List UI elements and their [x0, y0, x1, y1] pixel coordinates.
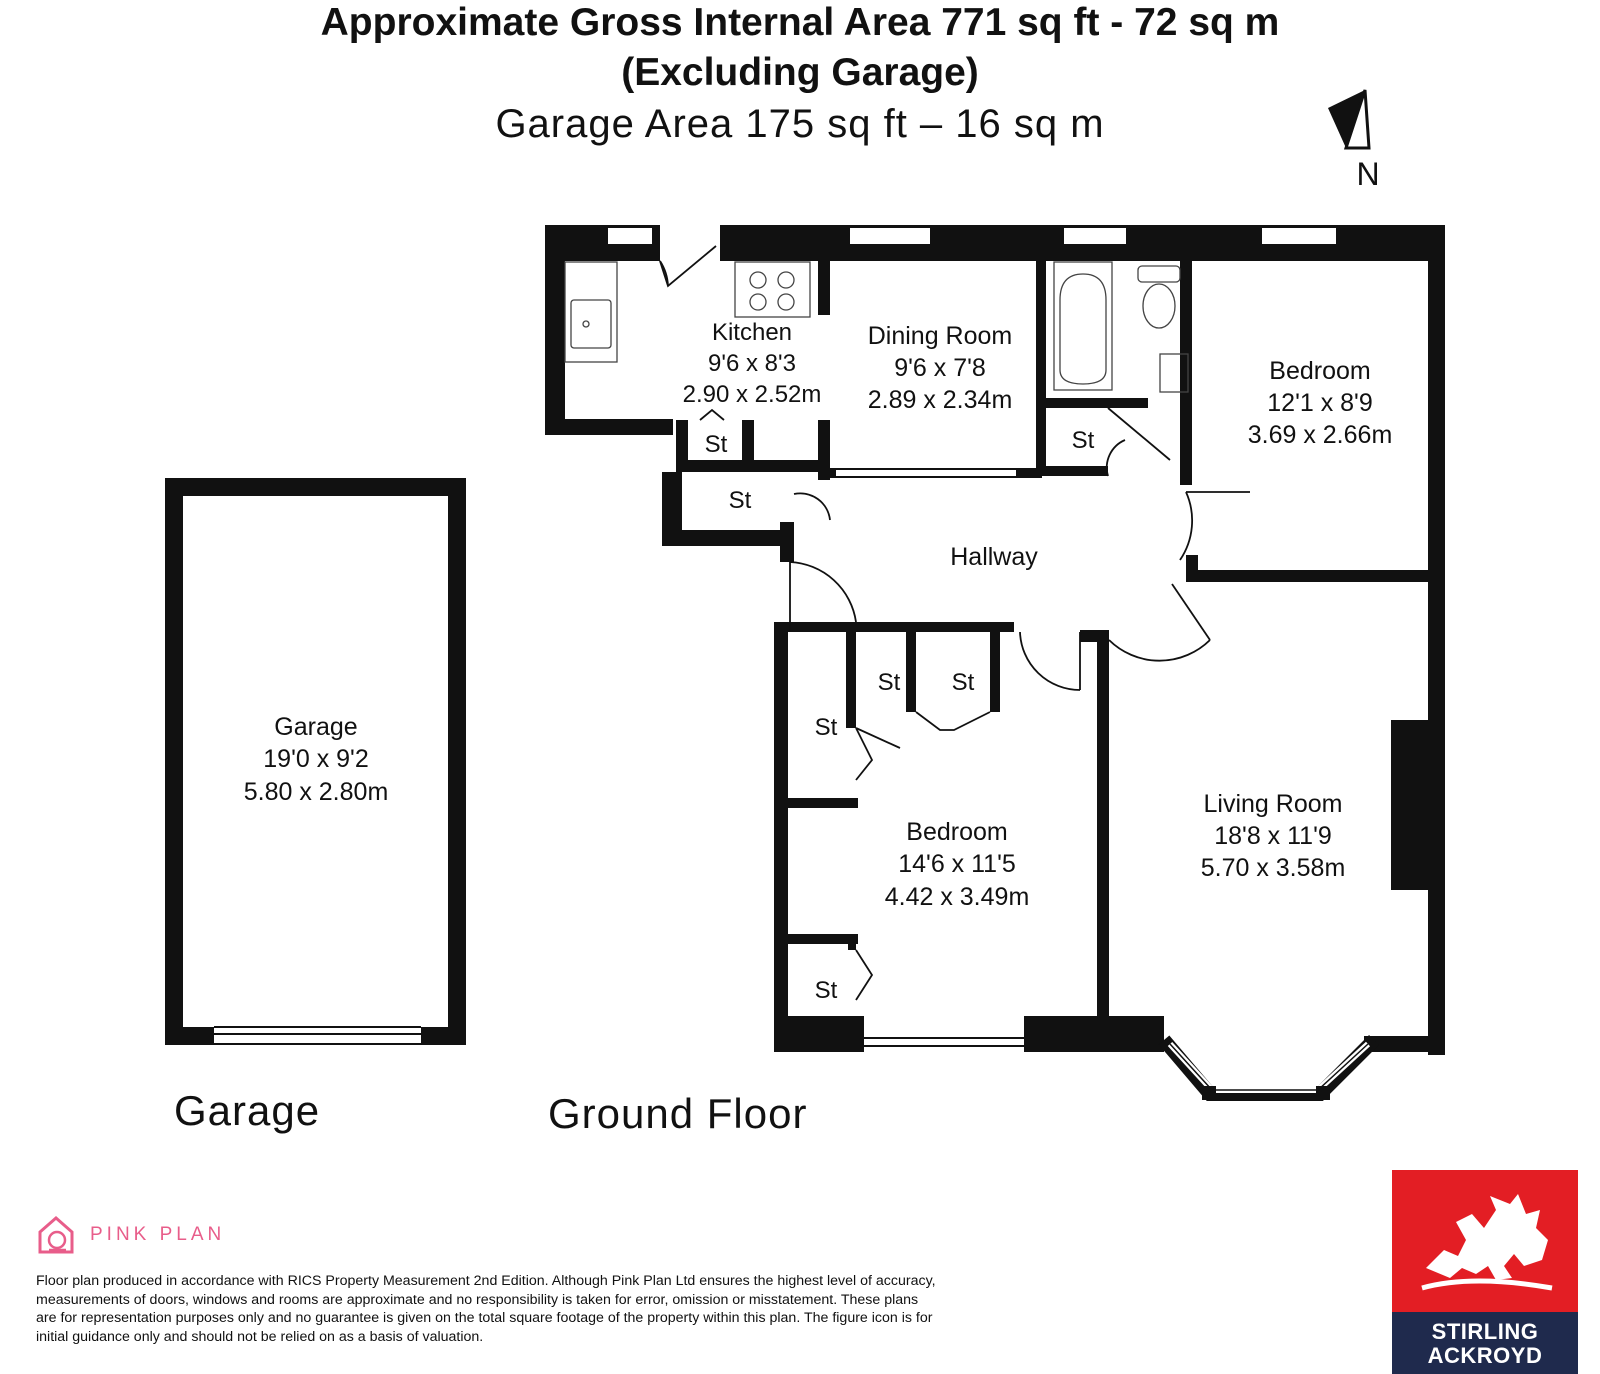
bay-window	[1164, 1040, 1374, 1100]
brand-red-panel	[1392, 1170, 1578, 1312]
garage-imperial: 19'0 x 9'2	[263, 745, 369, 773]
title-excluding-garage: (Excluding Garage)	[621, 51, 979, 94]
room-label-bedroom-2	[885, 818, 1030, 911]
bedroom2-name: Bedroom	[906, 818, 1008, 846]
griffin-icon	[1392, 1170, 1578, 1312]
storage-label-kitchen: St	[704, 431, 728, 458]
living-name: Living Room	[1203, 790, 1343, 818]
floor-label-garage: Garage	[174, 1087, 321, 1134]
room-label-hallway	[950, 543, 1038, 571]
dining-name: Dining Room	[867, 322, 1013, 350]
storage-label-hall: St	[728, 487, 752, 514]
bedroom1-name: Bedroom	[1269, 357, 1371, 385]
garage-name: Garage	[274, 713, 358, 741]
hallway-name: Hallway	[950, 543, 1038, 571]
storage-label-wardrobe-4: St	[814, 977, 838, 1004]
pink-plan-text: PINK PLAN	[90, 1224, 226, 1245]
floor-label-ground: Ground Floor	[548, 1090, 808, 1137]
compass-north-label: N	[1356, 156, 1380, 192]
bedroom2-imperial: 14'6 x 11'5	[898, 850, 1016, 878]
brand-line-2: ACKROYD	[1427, 1343, 1543, 1368]
north-compass-icon	[1328, 90, 1380, 192]
kitchen-fittings	[565, 262, 810, 362]
dining-imperial: 9'6 x 7'8	[894, 354, 986, 382]
storage-label-wardrobe-1: St	[877, 669, 901, 696]
stirling-ackroyd-logo	[1392, 1170, 1578, 1374]
dining-metric: 2.89 x 2.34m	[867, 386, 1013, 414]
bedroom1-imperial: 12'1 x 8'9	[1267, 389, 1373, 417]
title-gross-area: Approximate Gross Internal Area 771 sq ft - 72 sq m	[320, 1, 1280, 44]
storage-label-bath: St	[1071, 427, 1095, 454]
kitchen-metric: 2.90 x 2.52m	[682, 381, 822, 408]
storage-label-wardrobe-2: St	[951, 669, 975, 696]
storage-labels	[705, 427, 1095, 1004]
pink-plan-logo	[36, 1214, 225, 1256]
room-label-garage	[244, 713, 389, 806]
kitchen-imperial: 9'6 x 8'3	[708, 350, 796, 377]
living-imperial: 18'8 x 11'9	[1214, 822, 1332, 850]
bathroom-fittings	[1054, 262, 1188, 392]
bedroom1-metric: 3.69 x 2.66m	[1247, 421, 1393, 449]
brand-line-1: STIRLING	[1431, 1319, 1539, 1344]
living-metric: 5.70 x 3.58m	[1200, 854, 1346, 882]
pink-plan-house-icon	[36, 1214, 76, 1256]
room-label-bedroom-1	[1248, 357, 1393, 449]
brand-navy-panel	[1392, 1312, 1578, 1374]
garage-metric: 5.80 x 2.80m	[243, 778, 389, 806]
room-label-living	[1201, 790, 1346, 882]
kitchen-name: Kitchen	[711, 319, 793, 346]
title-garage-area: Garage Area 175 sq ft – 16 sq m	[495, 102, 1105, 146]
storage-label-wardrobe-3: St	[814, 714, 838, 741]
room-label-kitchen	[683, 319, 822, 408]
disclaimer-text: Floor plan produced in accordance with RICS Property Measurement 2nd Edition. Although Pink Plan Ltd ensures the highest level of accuracy, measurements of doors, windows and rooms are approximate and no responsibility is taken for error, omission or misstatement. These plans are for representation purposes only and no guarantee is given on the total square footage of the property within this plan. The figure icon is for initial guidance only and should not be relied on as a basis of valuation.	[36, 1273, 936, 1345]
room-label-dining	[868, 322, 1013, 414]
bedroom2-metric: 4.42 x 3.49m	[884, 883, 1030, 911]
